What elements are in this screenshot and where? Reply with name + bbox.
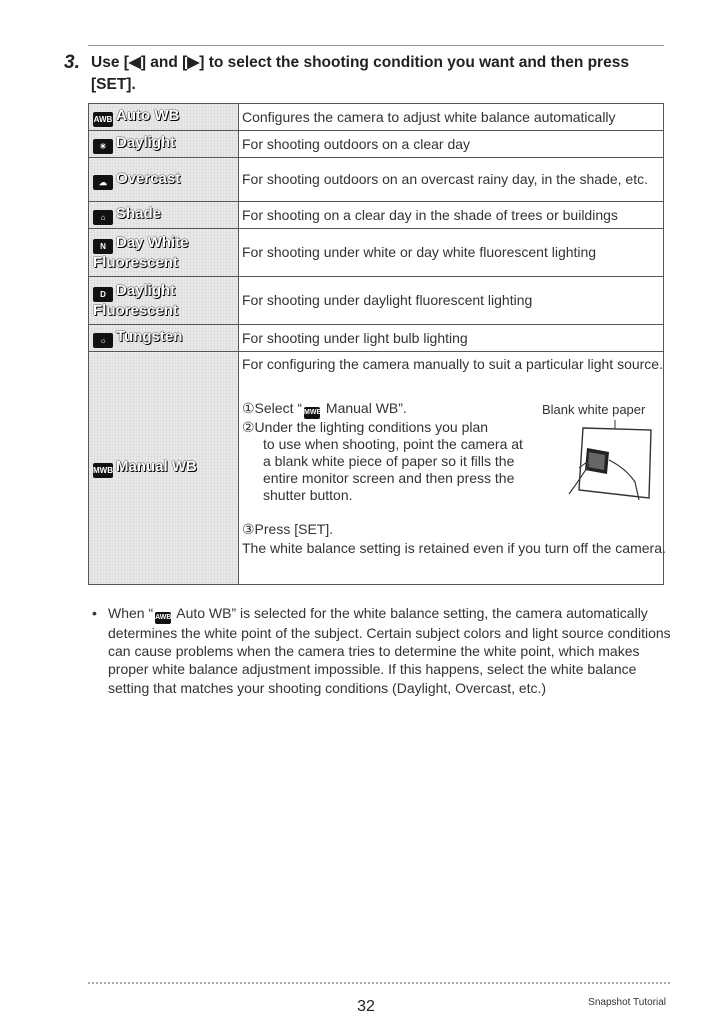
- option-name: Overcast: [116, 169, 181, 187]
- option-label: [89, 352, 239, 585]
- manual-wb-content: [239, 352, 666, 580]
- manual-intro: For configuring the camera manually to suit a particular light source.: [242, 356, 663, 372]
- bullet: •: [92, 605, 97, 621]
- step-1-prefix: ①Select “: [242, 400, 303, 416]
- option-label: [89, 325, 239, 352]
- option-label: [89, 158, 239, 202]
- option-description: For shooting under light bulb lighting: [239, 325, 664, 352]
- option-label: [89, 131, 239, 158]
- manual-wb-icon: MWB: [304, 407, 320, 419]
- page-number: 32: [357, 998, 375, 1015]
- manual-description: [239, 352, 664, 585]
- option-description: Configures the camera to adjust white balance automatically: [239, 104, 664, 131]
- manual-step-2: [242, 419, 532, 504]
- day-white-fluorescent-icon: N: [93, 239, 113, 254]
- manual-step-3: ③Press [SET].: [242, 521, 334, 537]
- camera-pointing-at-paper-illustration: [539, 418, 667, 510]
- auto-wb-note: [92, 604, 672, 697]
- daylight-fluorescent-icon: D: [93, 287, 113, 302]
- step-2-rest: to use when shooting, point the camera at a blank white piece of paper so it fills the entire monitor screen and then press the shutter button.: [263, 436, 523, 503]
- option-description: For shooting outdoors on a clear day: [239, 131, 664, 158]
- option-name: Tungsten: [116, 328, 183, 345]
- daylight-icon: ☀: [93, 139, 113, 154]
- illustration-label: Blank white paper: [542, 402, 646, 417]
- option-label: [89, 202, 239, 229]
- option-name: Daylight Fluorescent: [93, 281, 179, 319]
- manual-step-1: [242, 400, 407, 419]
- option-name: Daylight: [116, 134, 176, 151]
- section-title: Snapshot Tutorial: [588, 997, 666, 1008]
- step-1-suffix: Manual WB”.: [322, 400, 407, 416]
- table-row: [89, 202, 664, 229]
- step-2-first-line: ②Under the lighting conditions you plan: [242, 419, 489, 435]
- option-description: For shooting under white or day white fluorescent lighting: [239, 229, 664, 277]
- white-balance-table: [88, 103, 664, 585]
- table-row: [89, 158, 664, 202]
- option-label: [89, 277, 239, 325]
- option-name: Day White Fluorescent: [93, 233, 189, 271]
- step-heading: [64, 52, 664, 96]
- manual-retention-note: The white balance setting is retained even if you turn off the camera.: [242, 540, 666, 556]
- option-name: Manual WB: [116, 458, 197, 475]
- top-rule: [88, 45, 664, 46]
- option-label: [89, 104, 239, 131]
- table-row: [89, 104, 664, 131]
- step-instruction: Use [◀] and [▶] to select the shooting condition you want and then press [SET].: [91, 54, 629, 93]
- footer-rule: [88, 982, 672, 984]
- auto-wb-icon: AWB: [93, 112, 113, 127]
- note-prefix: When “: [108, 605, 154, 621]
- manual-wb-icon: MWB: [93, 463, 113, 478]
- note-text: [108, 604, 672, 697]
- option-description: For shooting under daylight fluorescent lighting: [239, 277, 664, 325]
- option-description: For shooting on a clear day in the shade of trees or buildings: [239, 202, 664, 229]
- option-name: Auto WB: [116, 107, 180, 124]
- table-row: [89, 131, 664, 158]
- overcast-icon: ☁: [93, 175, 113, 190]
- option-description: For shooting outdoors on an overcast rainy day, in the shade, etc.: [239, 158, 664, 202]
- table-row: [89, 325, 664, 352]
- note-body: Auto WB” is selected for the white balance setting, the camera automatically determines the white point of the subject. Certain subject colors and light source conditions can cause problems when the camera tries to determine the white point, which makes proper white balance adjustment impossible. If this happens, select the white balance setting that matches your shooting conditions (Daylight, Overcast, etc.): [108, 605, 671, 696]
- table-row: [89, 229, 664, 277]
- step-number: 3.: [64, 52, 80, 73]
- tungsten-icon: ☼: [93, 333, 113, 348]
- auto-wb-icon: AWB: [155, 612, 171, 624]
- table-row: [89, 277, 664, 325]
- shade-icon: ⌂: [93, 210, 113, 225]
- option-name: Shade: [116, 205, 162, 222]
- option-label: [89, 229, 239, 277]
- table-row: [89, 352, 664, 585]
